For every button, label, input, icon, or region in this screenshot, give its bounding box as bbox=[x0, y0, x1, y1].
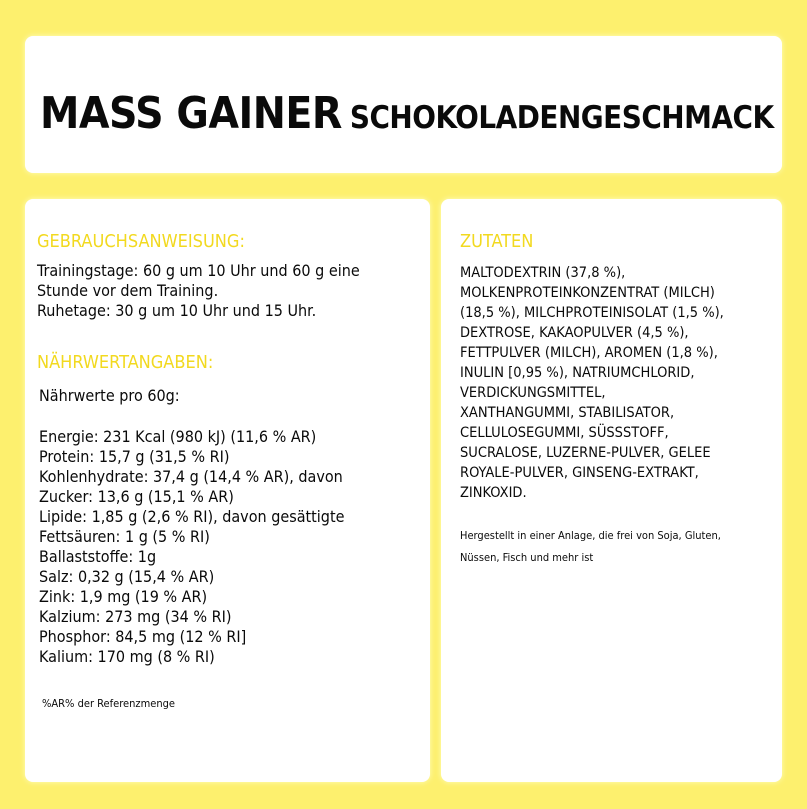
nutrition-heading: NÄHRWERTANGABEN: bbox=[37, 352, 214, 373]
nutrition-line: Kalzium: 273 mg (34 % RI) bbox=[39, 607, 232, 626]
nutrition-line: Salz: 0,32 g (15,4 % AR) bbox=[39, 567, 215, 586]
nutrition-footnote: %AR% der Referenzmenge bbox=[42, 697, 175, 710]
ingredient-line: SUCRALOSE, LUZERNE-PULVER, GELEE bbox=[460, 445, 711, 461]
ingredient-line: DEXTROSE, KAKAOPULVER (4,5 %), bbox=[460, 325, 689, 341]
product-name: MASS GAINER bbox=[40, 88, 342, 139]
product-title bbox=[40, 88, 774, 139]
usage-text bbox=[37, 261, 360, 321]
nutrition-line: Fettsäuren: 1 g (5 % RI) bbox=[39, 527, 210, 546]
nutrition-line: Zucker: 13,6 g (15,1 % AR) bbox=[39, 487, 234, 506]
nutrition-line: Zink: 1,9 mg (19 % AR) bbox=[39, 587, 208, 606]
nutrition-list bbox=[39, 427, 344, 667]
usage-heading: GEBRAUCHSANWEISUNG: bbox=[37, 231, 245, 252]
nutrition-line: Kalium: 170 mg (8 % RI) bbox=[39, 647, 215, 666]
product-flavor: SCHOKOLADENGESCHMACK bbox=[349, 100, 774, 136]
allergen-note bbox=[460, 525, 721, 569]
nutrition-line: Protein: 15,7 g (31,5 % RI) bbox=[39, 447, 230, 466]
ingredient-line: MALTODEXTRIN (37,8 %), bbox=[460, 265, 626, 281]
ingredient-line: FETTPULVER (MILCH), AROMEN (1,8 %), bbox=[460, 345, 718, 361]
allergen-note-line: Nüssen, Fisch und mehr ist bbox=[460, 551, 594, 564]
ingredients-heading: ZUTATEN bbox=[460, 231, 534, 252]
nutrition-per-label: Nährwerte pro 60g: bbox=[39, 386, 180, 405]
nutrition-line: Ballaststoffe: 1g bbox=[39, 547, 157, 566]
ingredient-line: ZINKOXID. bbox=[460, 485, 527, 501]
ingredient-line: XANTHANGUMMI, STABILISATOR, bbox=[460, 405, 675, 421]
usage-nutrition-card bbox=[25, 199, 430, 782]
nutrition-line: Kohlenhydrate: 37,4 g (14,4 % AR), davon bbox=[39, 467, 343, 486]
ingredients-card bbox=[441, 199, 782, 782]
usage-line: Stunde vor dem Training. bbox=[37, 281, 219, 300]
ingredient-line: CELLULOSEGUMMI, SÜSSSTOFF, bbox=[460, 425, 669, 441]
ingredient-line: INULIN [0,95 %), NATRIUMCHLORID, bbox=[460, 365, 695, 381]
ingredient-line: (18,5 %), MILCHPROTEINISOLAT (1,5 %), bbox=[460, 305, 724, 321]
ingredient-line: VERDICKUNGSMITTEL, bbox=[460, 385, 606, 401]
title-card bbox=[25, 36, 782, 173]
nutrition-line: Phosphor: 84,5 mg (12 % RI] bbox=[39, 627, 247, 646]
ingredient-line: ROYALE-PULVER, GINSENG-EXTRAKT, bbox=[460, 465, 699, 481]
ingredients-list bbox=[460, 263, 724, 503]
nutrition-line: Lipide: 1,85 g (2,6 % RI), davon gesättigte bbox=[39, 507, 345, 526]
nutrition-line: Energie: 231 Kcal (980 kJ) (11,6 % AR) bbox=[39, 427, 317, 446]
usage-line: Trainingstage: 60 g um 10 Uhr und 60 g eine bbox=[37, 261, 360, 280]
ingredient-line: MOLKENPROTEINKONZENTRAT (MILCH) bbox=[460, 285, 715, 301]
allergen-note-line: Hergestellt in einer Anlage, die frei von Soja, Gluten, bbox=[460, 529, 721, 542]
usage-line: Ruhetage: 30 g um 10 Uhr und 15 Uhr. bbox=[37, 301, 317, 320]
